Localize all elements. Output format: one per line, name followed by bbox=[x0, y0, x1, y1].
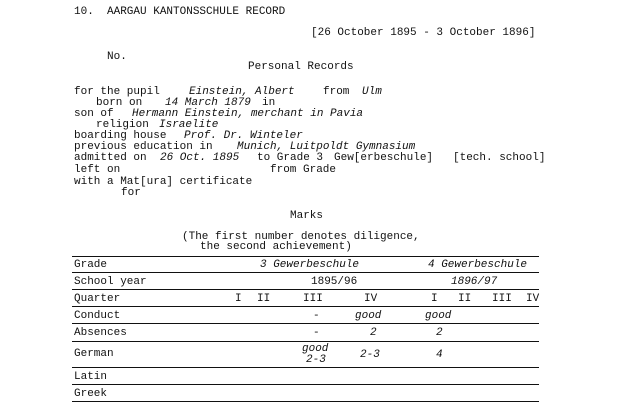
conduct-g4-i: good bbox=[425, 310, 452, 322]
quarter-g4-iii: III bbox=[492, 293, 512, 305]
matura-label: with a Mat[ura] certificate bbox=[74, 176, 253, 188]
table-rule bbox=[72, 384, 539, 385]
son-value: Hermann Einstein, merchant in Pavia bbox=[132, 108, 364, 120]
german-g3-iii-line2: 2-3 bbox=[306, 354, 326, 366]
german-g4-i: 4 bbox=[436, 349, 443, 361]
boarding-label: boarding house bbox=[74, 130, 167, 142]
quarter-g4-i: I bbox=[431, 293, 438, 305]
born-value: 14 March 1879 bbox=[165, 97, 251, 109]
absences-g3-iv: 2 bbox=[370, 327, 377, 339]
document-title: 10. AARGAU KANTONSSCHULE RECORD bbox=[74, 6, 286, 18]
table-rule bbox=[72, 272, 539, 273]
born-label: born on bbox=[96, 97, 143, 109]
admitted-school: Gew[erbeschule] bbox=[334, 152, 434, 164]
grade-4-header: 4 Gewerbeschule bbox=[428, 259, 528, 271]
religion-value: Israelite bbox=[159, 119, 219, 131]
latin-label: Latin bbox=[74, 371, 108, 383]
religion-label: religion bbox=[96, 119, 149, 131]
conduct-g3-iv: good bbox=[355, 310, 382, 322]
admitted-label: admitted on bbox=[74, 152, 147, 164]
previous-education-label: previous education in bbox=[74, 141, 213, 153]
german-g3-iii-line1: good bbox=[302, 343, 329, 355]
absences-label: Absences bbox=[74, 327, 127, 339]
table-rule bbox=[72, 323, 539, 324]
table-rule bbox=[72, 341, 539, 342]
pupil-label: for the pupil bbox=[74, 86, 160, 98]
boarding-value: Prof. Dr. Winteler bbox=[184, 130, 303, 142]
german-label: German bbox=[74, 348, 114, 360]
quarter-g3-iv: IV bbox=[364, 293, 378, 305]
personal-records-heading: Personal Records bbox=[248, 61, 354, 73]
table-rule bbox=[72, 306, 539, 307]
table-rule bbox=[72, 367, 539, 368]
greek-label: Greek bbox=[74, 388, 108, 400]
absences-g3-iii: - bbox=[313, 327, 320, 339]
marks-note-line2: the second achievement) bbox=[200, 241, 352, 253]
school-year-4: 1896/97 bbox=[451, 276, 498, 288]
quarter-g3-i: I bbox=[235, 293, 242, 305]
school-year-3: 1895/96 bbox=[311, 276, 358, 288]
admitted-date: 26 Oct. 1895 bbox=[160, 152, 240, 164]
table-rule bbox=[72, 289, 539, 290]
date-range: [26 October 1895 - 3 October 1896] bbox=[311, 27, 536, 39]
born-in-label: in bbox=[262, 97, 276, 109]
quarter-g4-iv: IV bbox=[526, 293, 540, 305]
left-on-label: left on bbox=[74, 164, 121, 176]
quarter-label: Quarter bbox=[74, 293, 121, 305]
son-label: son of bbox=[74, 108, 114, 120]
quarter-g3-ii: II bbox=[257, 293, 271, 305]
from-label: from bbox=[323, 86, 350, 98]
conduct-label: Conduct bbox=[74, 310, 121, 322]
grade-label: Grade bbox=[74, 259, 108, 271]
from-grade-label: from Grade bbox=[270, 164, 337, 176]
school-year-label: School year bbox=[74, 276, 147, 288]
quarter-g4-ii: II bbox=[458, 293, 472, 305]
marks-heading: Marks bbox=[290, 210, 324, 222]
for-label: for bbox=[121, 187, 141, 199]
pupil-name: Einstein, Albert bbox=[189, 86, 295, 98]
from-value: Ulm bbox=[362, 86, 382, 98]
german-g3-iv: 2-3 bbox=[360, 349, 380, 361]
record-number-label: No. bbox=[107, 51, 127, 63]
table-rule bbox=[72, 256, 539, 257]
table-rule bbox=[72, 401, 539, 402]
grade-3-header: 3 Gewerbeschule bbox=[260, 259, 360, 271]
quarter-g3-iii: III bbox=[303, 293, 323, 305]
admitted-grade: to Grade 3 bbox=[257, 152, 324, 164]
absences-g4-i: 2 bbox=[436, 327, 443, 339]
conduct-g3-iii: - bbox=[313, 310, 320, 322]
previous-education-value: Munich, Luitpoldt Gymnasium bbox=[237, 141, 416, 153]
admitted-tech-school: [tech. school] bbox=[453, 152, 546, 164]
marks-note-line1: (The first number denotes diligence, bbox=[182, 231, 420, 243]
